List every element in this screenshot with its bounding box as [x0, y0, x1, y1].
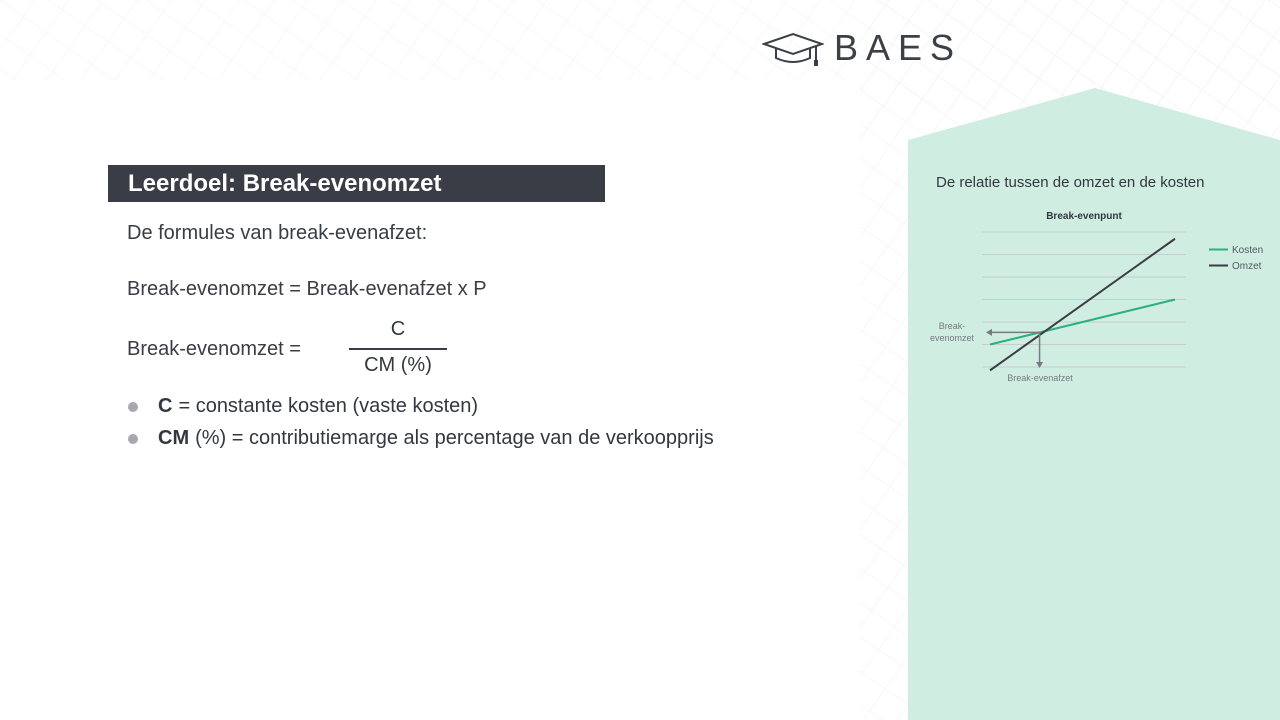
formula-1: Break-evenomzet = Break-evenafzet x P: [127, 278, 487, 300]
bullet-term: CM: [158, 427, 190, 449]
slide-title: Leerdoel: Break-evenomzet: [108, 165, 605, 202]
x-axis-label: Break-evenafzet: [1007, 373, 1073, 383]
bullet-text: = constante kosten (vaste kosten): [178, 395, 479, 417]
legend-label-omzet: Omzet: [1232, 261, 1262, 272]
bullet-term: C: [158, 395, 173, 417]
formula-2-numerator: C: [390, 318, 406, 340]
chart-annotations: [986, 329, 1043, 368]
formula-2-denominator: CM (%): [364, 354, 432, 376]
chart-lines: [990, 239, 1175, 371]
series-line-omzet: [990, 239, 1175, 371]
y-axis-label-line-2: evenomzet: [929, 333, 975, 343]
bullet-text: (%) = contributiemarge als percentage van de verkoopprijs: [195, 427, 714, 449]
side-panel-heading: De relatie tussen de omzet en de kosten: [936, 174, 1205, 191]
formula-2-label: Break-evenomzet =: [127, 338, 301, 360]
break-even-omzet-arrowhead: [986, 329, 992, 336]
legend-label-kosten: Kosten: [1232, 245, 1264, 256]
brand-name: BAES: [834, 27, 963, 68]
chart-legend: [1209, 245, 1263, 272]
y-axis-label-line-1: Break-: [938, 321, 966, 331]
intro-text: De formules van break-evenafzet:: [127, 222, 428, 244]
chart-title: Break-evenpunt: [1046, 211, 1122, 222]
